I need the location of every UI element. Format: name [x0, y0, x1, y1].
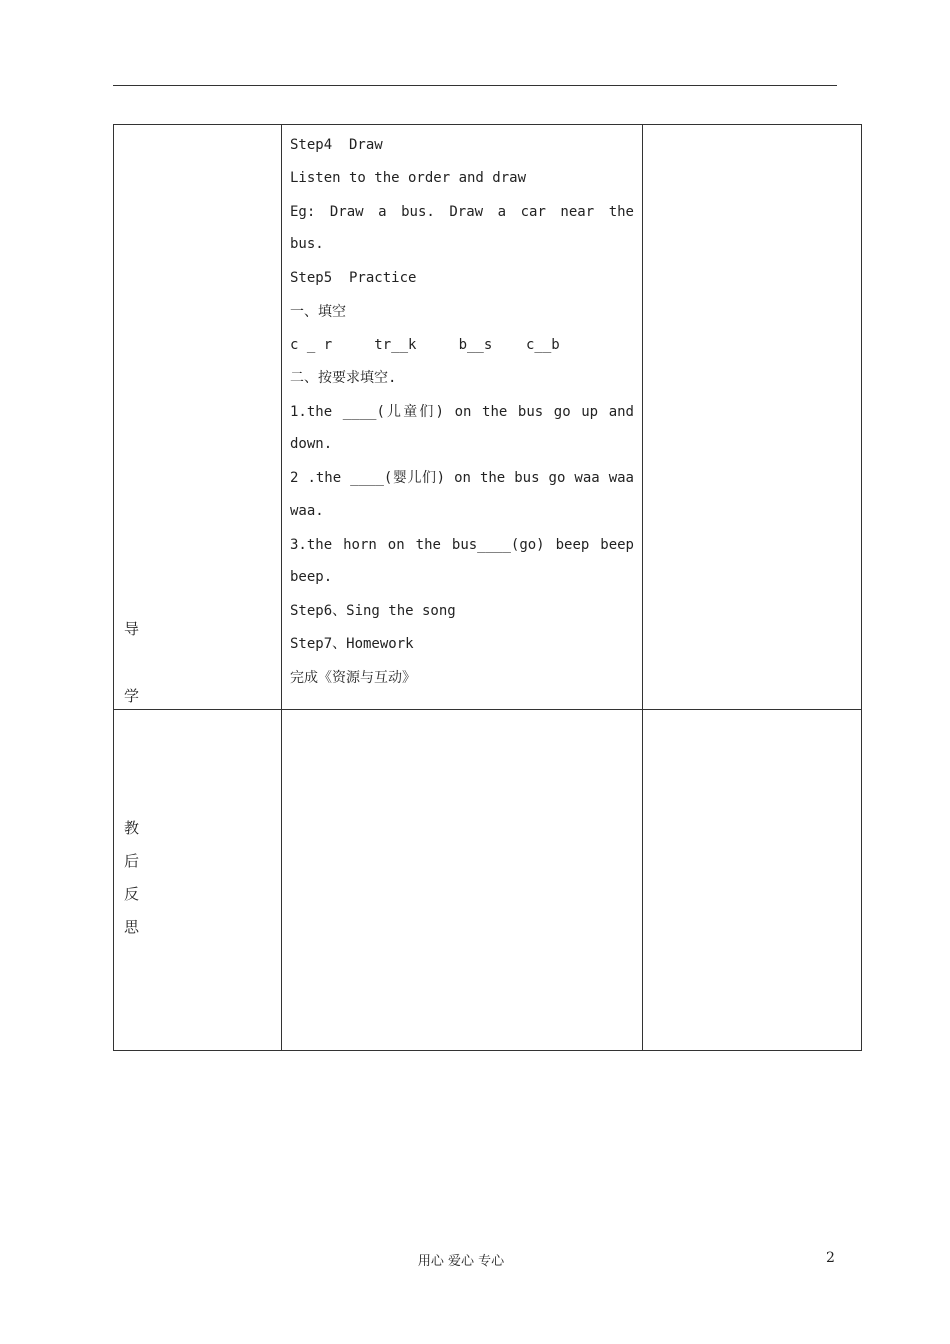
homework-line: 完成《资源与互动》	[290, 669, 416, 686]
label-char: 导	[124, 620, 140, 638]
exercise-item-cont: beep.	[290, 569, 333, 586]
label-char: 思	[124, 918, 140, 936]
label-char: 学	[124, 687, 140, 705]
example-line-cont: bus.	[290, 236, 324, 253]
lesson-plan-table	[113, 124, 862, 1051]
label-char: 反	[124, 885, 140, 903]
header-rule	[113, 85, 837, 86]
step-heading: Step5 Practice	[290, 270, 417, 287]
table-row	[114, 125, 862, 710]
table-row	[114, 710, 862, 1051]
footer-slogan: 用心 爱心 专心	[417, 1254, 505, 1269]
step-heading: Step4 Draw	[290, 137, 383, 153]
label-char: 教	[124, 819, 140, 837]
exercise-item: 3.the horn on the bus____(go) beep beep	[290, 536, 634, 553]
example-line: Eg: Draw a bus. Draw a car near the	[290, 203, 634, 220]
exercise-heading: 一、填空	[290, 303, 346, 320]
notes-cell	[643, 125, 862, 710]
side-label-daoxue	[114, 125, 281, 709]
page-number: 2	[826, 1250, 835, 1266]
row-label-cell	[114, 710, 282, 1051]
exercise-item: 2 .the ____(婴儿们) on the bus go waa waa	[290, 470, 634, 487]
exercise-item: 1.the ____(儿童们) on the bus go up and	[290, 403, 634, 420]
label-char: 后	[124, 852, 140, 870]
exercise-item-cont: down.	[290, 436, 333, 453]
instruction-line: Listen to the order and draw	[290, 170, 527, 187]
step-heading: Step7、Homework	[290, 636, 414, 653]
lesson-content-cell	[282, 125, 643, 710]
fill-blank-words: c _ r tr__k b__s c__b	[290, 337, 560, 354]
notes-cell	[643, 710, 862, 1051]
reflection-content-cell	[282, 710, 643, 1051]
lesson-content	[282, 125, 642, 695]
exercise-heading: 二、按要求填空.	[290, 370, 397, 387]
side-label-jiaohoufansi	[114, 710, 281, 1050]
row-label-cell	[114, 125, 282, 710]
exercise-item-cont: waa.	[290, 502, 324, 519]
step-heading: Step6、Sing the song	[290, 603, 456, 620]
